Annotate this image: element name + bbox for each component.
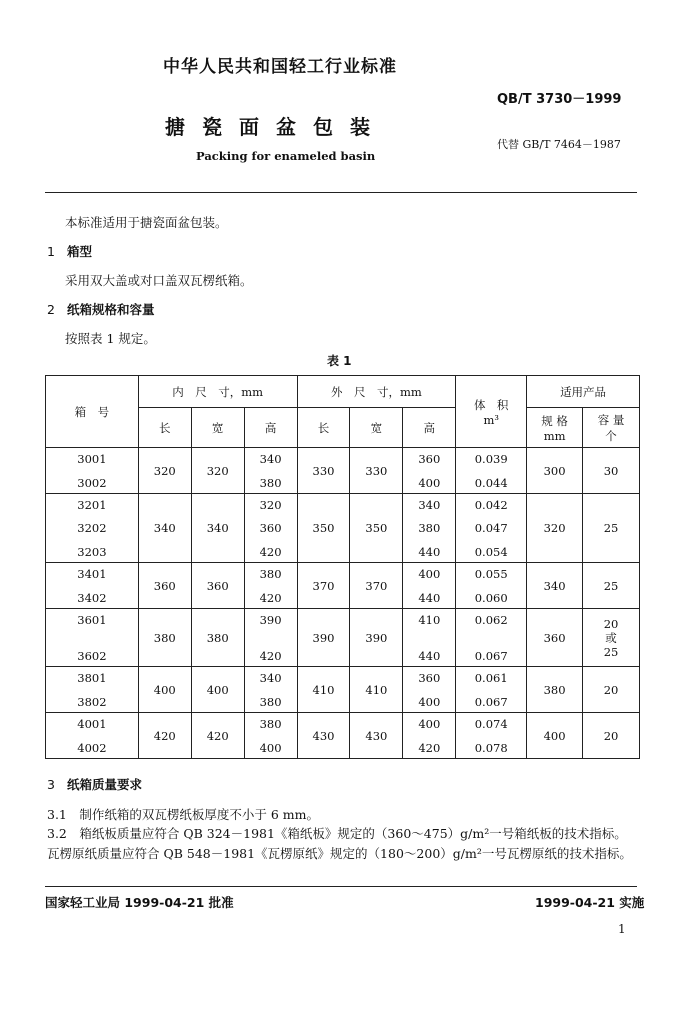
cell-ih xyxy=(244,563,297,609)
capacity-unit: 个 xyxy=(605,428,617,443)
cell-stack xyxy=(46,498,138,559)
section-title: 箱型 xyxy=(67,244,93,259)
section-2-text: 按照表 1 规定。 xyxy=(65,331,156,346)
cell-value: 400 xyxy=(418,566,441,581)
spec-label: 规 格 xyxy=(541,413,568,428)
cell-value: 0.055 xyxy=(474,566,508,581)
cell-ol: 350 xyxy=(297,494,350,563)
clause-3-2-cont: 瓦楞原纸质量应符合 QB 548－1981《瓦楞原纸》规定的（180～200）g/m²一号瓦楞原纸的技术指标。 xyxy=(47,846,632,861)
clause-3-1: 3.1 制作纸箱的双瓦楞纸板厚度不小于 6 mm。 xyxy=(47,807,319,822)
cell-spec: 300 xyxy=(527,448,583,494)
cell-stack xyxy=(403,613,455,663)
table-row xyxy=(46,609,640,667)
cell-ow: 330 xyxy=(350,448,403,494)
cell-stack xyxy=(46,613,138,663)
cell-value: 0.047 xyxy=(474,521,508,535)
cell-il: 380 xyxy=(138,609,191,667)
cell-value: 380 xyxy=(259,694,282,709)
cell-stack xyxy=(46,567,138,605)
header-box-no: 箱 号 xyxy=(46,376,139,448)
cell-value: 320 xyxy=(259,497,282,512)
cell-ih xyxy=(244,494,297,563)
cell-cap: 20 xyxy=(583,713,640,759)
cell-stack xyxy=(46,671,138,709)
cell-stack xyxy=(403,498,455,559)
section-number: 2 xyxy=(47,302,55,317)
cell-il: 320 xyxy=(138,448,191,494)
table-row xyxy=(46,448,640,494)
cell-value: 3203 xyxy=(77,544,107,559)
cell-value: 380 xyxy=(259,716,282,731)
cell-value: 340 xyxy=(259,451,282,466)
cell-stack xyxy=(403,671,455,709)
cell-ow: 410 xyxy=(350,667,403,713)
cell-boxes xyxy=(46,494,139,563)
section-number: 3 xyxy=(47,777,55,792)
cell-value: 340 xyxy=(418,497,441,512)
cell-stack xyxy=(456,452,526,490)
cell-value: 3002 xyxy=(77,475,107,490)
cell-value: 3402 xyxy=(77,590,107,605)
cell-cap: 20 xyxy=(583,667,640,713)
cell-value: 390 xyxy=(259,612,282,627)
table-caption: 表 1 xyxy=(327,354,352,368)
cell-ow: 370 xyxy=(350,563,403,609)
cell-vol xyxy=(456,667,527,713)
packing-spec-table xyxy=(45,375,640,759)
cell-cap: 20 或 25 xyxy=(583,609,640,667)
cell-oh xyxy=(403,563,456,609)
cell-stack xyxy=(456,498,526,559)
cell-value: 0.042 xyxy=(474,497,508,512)
cell-vol xyxy=(456,494,527,563)
cell-value: 3001 xyxy=(77,451,107,466)
header-spec xyxy=(527,408,583,448)
header-rule xyxy=(45,192,637,193)
cell-value: 440 xyxy=(418,648,441,663)
cell-value: 0.061 xyxy=(474,670,508,685)
cell-stack xyxy=(456,717,526,755)
cell-stack xyxy=(46,452,138,490)
cell-value: 0.062 xyxy=(474,612,508,627)
cell-stack xyxy=(403,452,455,490)
volume-label: 体 积 xyxy=(473,397,509,412)
effective-date: 1999-04-21 实施 xyxy=(535,895,645,910)
cell-oh xyxy=(403,609,456,667)
approval-note: 国家轻工业局 1999-04-21 批准 xyxy=(45,895,234,910)
cell-value: 3601 xyxy=(77,612,107,627)
english-title: Packing for enameled basin xyxy=(196,149,376,163)
section-2-heading xyxy=(47,300,155,318)
table-row xyxy=(46,667,640,713)
cell-iw: 400 xyxy=(191,667,244,713)
cell-ih xyxy=(244,713,297,759)
cell-stack xyxy=(245,671,297,709)
cell-value: 0.067 xyxy=(474,648,508,663)
section-3-heading xyxy=(47,775,142,793)
cell-stack xyxy=(403,717,455,755)
cell-value: 4001 xyxy=(77,716,107,731)
section-title: 纸箱质量要求 xyxy=(67,777,143,792)
capacity-label: 容 量 xyxy=(597,412,625,427)
cell-il: 400 xyxy=(138,667,191,713)
cell-stack xyxy=(456,671,526,709)
cell-value: 440 xyxy=(418,544,441,559)
cell-stack xyxy=(456,567,526,605)
table-row xyxy=(46,563,640,609)
header-inner-length: 长 xyxy=(138,408,191,448)
cell-oh xyxy=(403,494,456,563)
section-1-text: 采用双大盖或对口盖双瓦楞纸箱。 xyxy=(65,273,253,288)
cell-il: 420 xyxy=(138,713,191,759)
cell-spec: 340 xyxy=(527,563,583,609)
footer-rule xyxy=(45,886,637,887)
cell-cap: 30 xyxy=(583,448,640,494)
cell-value: 3201 xyxy=(77,497,107,512)
cell-boxes xyxy=(46,448,139,494)
cell-value: 3801 xyxy=(77,670,107,685)
cell-vol xyxy=(456,713,527,759)
document-title: 搪瓷面盆包装 xyxy=(165,115,387,139)
cell-value: 410 xyxy=(418,612,441,627)
cell-value: 3401 xyxy=(77,566,107,581)
cell-value: 440 xyxy=(418,590,441,605)
cell-value: 380 xyxy=(418,521,441,535)
header-inner-height: 高 xyxy=(244,408,297,448)
cell-oh xyxy=(403,448,456,494)
cell-iw: 380 xyxy=(191,609,244,667)
cell-value: 420 xyxy=(259,544,282,559)
cell-boxes xyxy=(46,563,139,609)
section-title: 纸箱规格和容量 xyxy=(67,302,155,317)
cell-ow: 390 xyxy=(350,609,403,667)
header-inner-width: 宽 xyxy=(191,408,244,448)
cell-iw: 340 xyxy=(191,494,244,563)
cell-value: 400 xyxy=(418,694,441,709)
cell-value: 3202 xyxy=(77,521,107,535)
cell-il: 360 xyxy=(138,563,191,609)
table-row xyxy=(46,713,640,759)
cell-stack xyxy=(245,613,297,663)
cell-value: 360 xyxy=(259,521,282,535)
cell-stack xyxy=(245,717,297,755)
cell-stack xyxy=(456,613,526,663)
header-capacity xyxy=(583,408,640,448)
cell-value: 3802 xyxy=(77,694,107,709)
header-outer-size: 外 尺 寸，mm xyxy=(297,376,456,408)
cell-value: 420 xyxy=(259,648,282,663)
cell-ih xyxy=(244,448,297,494)
cell-vol xyxy=(456,563,527,609)
cell-ow: 350 xyxy=(350,494,403,563)
cell-ih xyxy=(244,667,297,713)
cell-ol: 410 xyxy=(297,667,350,713)
section-number: 1 xyxy=(47,244,55,259)
cell-ol: 330 xyxy=(297,448,350,494)
spec-unit: mm xyxy=(543,428,566,443)
cell-iw: 420 xyxy=(191,713,244,759)
table-row xyxy=(46,494,640,563)
cell-value: 0.060 xyxy=(474,590,508,605)
cell-cap: 25 xyxy=(583,563,640,609)
cell-value: 400 xyxy=(259,740,282,755)
cell-vol xyxy=(456,448,527,494)
cell-stack xyxy=(245,452,297,490)
cell-boxes xyxy=(46,667,139,713)
cell-ol: 430 xyxy=(297,713,350,759)
header-volume xyxy=(456,376,527,448)
cell-value: 0.067 xyxy=(474,694,508,709)
org-title: 中华人民共和国轻工行业标准 xyxy=(163,57,397,77)
header-applicable-product: 适用产品 xyxy=(527,376,640,408)
cell-oh xyxy=(403,667,456,713)
cell-value: 0.054 xyxy=(474,544,508,559)
cell-ow: 430 xyxy=(350,713,403,759)
cell-cap: 25 xyxy=(583,494,640,563)
cell-value: 4002 xyxy=(77,740,107,755)
intro-text: 本标准适用于搪瓷面盆包装。 xyxy=(65,215,228,230)
cell-spec: 320 xyxy=(527,494,583,563)
cell-spec: 380 xyxy=(527,667,583,713)
cell-spec: 360 xyxy=(527,609,583,667)
cell-value: 400 xyxy=(418,475,441,490)
clause-3-2: 3.2 箱纸板质量应符合 QB 324－1981《箱纸板》规定的（360～475）g/m²一号箱纸板的技术指标。 xyxy=(47,826,627,841)
section-1-heading xyxy=(47,242,92,260)
cell-stack xyxy=(46,717,138,755)
cell-value: 0.078 xyxy=(474,740,508,755)
cell-value: 0.044 xyxy=(474,475,508,490)
cell-value: 360 xyxy=(418,451,441,466)
table-body xyxy=(46,448,640,759)
cell-il: 340 xyxy=(138,494,191,563)
cell-stack xyxy=(245,567,297,605)
cell-oh xyxy=(403,713,456,759)
cell-boxes xyxy=(46,713,139,759)
cell-ol: 370 xyxy=(297,563,350,609)
header-outer-length: 长 xyxy=(297,408,350,448)
cell-value: 0.074 xyxy=(474,716,508,731)
cell-boxes xyxy=(46,609,139,667)
cell-iw: 320 xyxy=(191,448,244,494)
cell-value: 340 xyxy=(259,670,282,685)
cell-value: 380 xyxy=(259,475,282,490)
cell-value: 380 xyxy=(259,566,282,581)
cell-value: 3602 xyxy=(77,648,107,663)
replaces-note: 代替 GB/T 7464－1987 xyxy=(497,138,621,151)
cell-ih xyxy=(244,609,297,667)
cell-value: 420 xyxy=(259,590,282,605)
cell-ol: 390 xyxy=(297,609,350,667)
cell-value: 420 xyxy=(418,740,441,755)
cell-vol xyxy=(456,609,527,667)
page-number: 1 xyxy=(618,922,626,936)
cell-value: 400 xyxy=(418,716,441,731)
cell-iw: 360 xyxy=(191,563,244,609)
cell-value: 360 xyxy=(418,670,441,685)
volume-unit: m³ xyxy=(483,412,499,427)
cell-stack xyxy=(403,567,455,605)
cell-value: 0.039 xyxy=(474,451,508,466)
header-outer-width: 宽 xyxy=(350,408,403,448)
header-outer-height: 高 xyxy=(403,408,456,448)
standard-number: QB/T 3730－1999 xyxy=(497,92,622,107)
cell-stack xyxy=(245,498,297,559)
header-inner-size: 内 尺 寸，mm xyxy=(138,376,297,408)
cell-spec: 400 xyxy=(527,713,583,759)
